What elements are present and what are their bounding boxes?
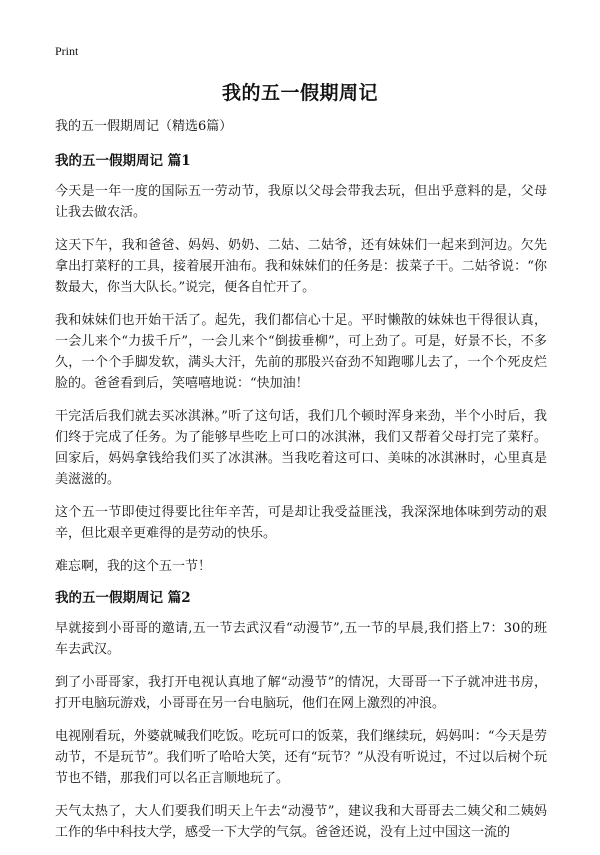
section-heading: 我的五一假期周记 篇1: [55, 153, 191, 169]
paragraph: 我和妹妹们也开始干活了。起先，我们都信心十足。平时懒散的妹妹也干得很认真，一会儿来个“力拔千斤”，一会儿来个“倒拔垂柳”，可上劲了。可是，好景不长，不多久，一个个手脚发软，满头大汗，先前的那股兴奋劲不知跑哪儿去了，一个个死皮烂脸的。爸爸看到后，笑嘻嘻地说：“快加油！: [55, 313, 547, 391]
section-1: [55, 152, 547, 577]
paragraph: 早就接到小哥哥的邀请,五一节去武汉看“动漫节”,五一节的早晨,我们搭上7：30的班车去武汉。: [55, 621, 547, 657]
paragraph: 天气太热了，大人们要我们明天上午去“动漫节”，建议我和大哥哥去二姨父和二姨妈工作的华中科技大学，感受一下大学的气氛。爸爸还说，没有上过中国这一流的: [55, 804, 547, 840]
paragraph: 干完活后我们就去买冰淇淋。”听了这句话，我们几个顿时浑身来劲，半个小时后，我们终于完成了任务。为了能够早些吃上可口的冰淇淋，我们又帮着父母打完了菜籽。回家后，妈妈拿钱给我们买了冰淇淋。当我吃着这可口、美味的冰淇淋时，心里真是美滋滋的。: [55, 409, 547, 487]
document-title: 我的五一假期周记: [221, 82, 378, 104]
section-heading: 我的五一假期周记 篇2: [55, 590, 191, 606]
paragraph: 难忘啊，我的这个五一节！: [55, 559, 212, 574]
paragraph: 这天下午，我和爸爸、妈妈、奶奶、二姑、二姑爷，还有妹妹们一起来到河边。欠先拿出打菜籽的工具，接着展开油布。我和妹妹们的任务是：拔菜子干。二姑爷说：“你数最大，你当大队长。”说完，便各自忙开了。: [55, 238, 547, 295]
paragraph: 今天是一年一度的国际五一劳动节，我原以父母会带我去玩，但出乎意料的是，父母让我去做农活。: [55, 184, 547, 220]
paragraph: 到了小哥哥家，我打开电视认真地了解“动漫节”的情况，大哥哥一下子就冲进书房，打开电脑玩游戏，小哥哥在另一台电脑玩，他们在网上激烈的冲浪。: [55, 675, 547, 711]
section-2: [55, 589, 547, 843]
document-body: [55, 118, 547, 855]
document-subtitle: 我的五一假期周记（精选6篇）: [55, 119, 233, 134]
print-link[interactable]: Print: [55, 44, 79, 58]
paragraph: 电视刚看玩，外婆就喊我们吃饭。吃玩可口的饭菜，我们继续玩，妈妈叫：“今天是劳动节，不是玩节”。我们听了哈哈大笑，还有“玩节？”从没有听说过，不过以后树个玩节也不错，那我们可以名正言顺地玩了。: [55, 729, 547, 786]
paragraph: 这个五一节即使过得要比往年辛苦，可是却让我受益匪浅，我深深地体味到劳动的艰辛，但比艰辛更难得的是劳动的快乐。: [55, 505, 547, 541]
